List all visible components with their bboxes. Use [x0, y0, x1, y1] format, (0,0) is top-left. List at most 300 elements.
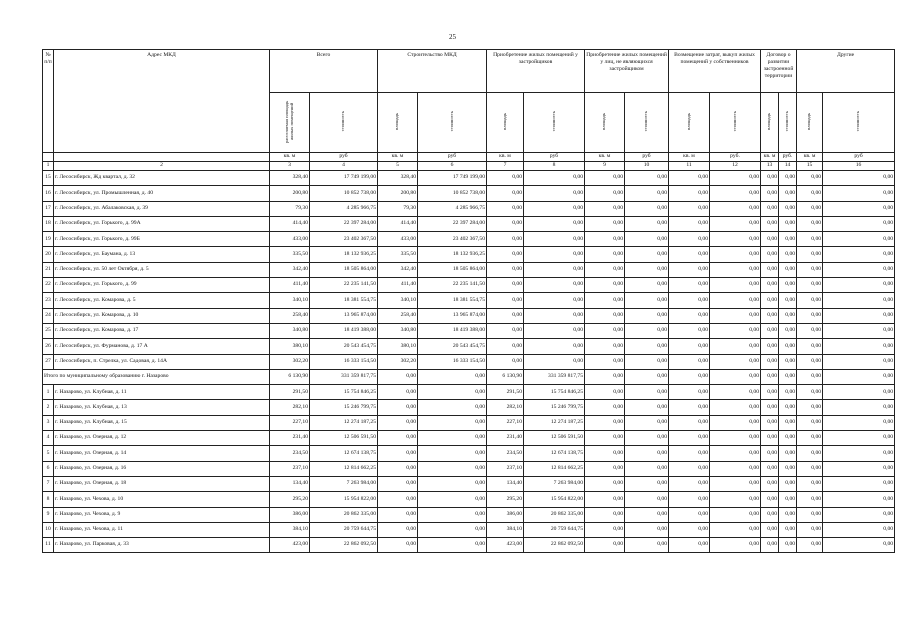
subtotal-value: 0,00 [761, 369, 779, 384]
row-value: 0,00 [797, 201, 823, 216]
header-sub-cell [823, 93, 895, 153]
header-col-number: 9 [585, 162, 625, 171]
row-value: 20 543 454,75 [418, 339, 487, 354]
row-value: 0,00 [710, 400, 761, 415]
row-number: 5 [43, 446, 54, 461]
row-value: 0,00 [779, 308, 797, 323]
row-value: 0,00 [710, 339, 761, 354]
row-value: 0,00 [797, 522, 823, 537]
header-sub-label: стоимость [731, 111, 737, 132]
row-value: 16 333 154,50 [418, 354, 487, 369]
row-value: 0,00 [710, 201, 761, 216]
row-value: 22 235 141,50 [310, 278, 378, 293]
row-value: 0,00 [761, 171, 779, 186]
row-value: 134,40 [270, 476, 310, 491]
row-value: 0,00 [524, 186, 585, 201]
header-unit: руб [823, 153, 895, 162]
row-value: 0,00 [823, 247, 895, 262]
row-value: 0,00 [524, 354, 585, 369]
row-value: 0,00 [710, 507, 761, 522]
row-address: г. Лесосибирск, ул. 50 лет Октября, д. 5 [54, 262, 270, 277]
row-value: 0,00 [669, 323, 710, 338]
row-value: 0,00 [779, 354, 797, 369]
units-blank-2 [54, 153, 270, 162]
row-value: 0,00 [761, 262, 779, 277]
row-value: 15 754 846,25 [524, 385, 585, 400]
row-value: 0,00 [797, 476, 823, 491]
table-row [43, 476, 895, 491]
row-value: 0,00 [669, 201, 710, 216]
row-address: г. Лесосибирск, п. Стрелка, ул. Садовая, д. 14А [54, 354, 270, 369]
row-value: 282,10 [270, 400, 310, 415]
row-value: 0,00 [524, 216, 585, 231]
row-value: 0,00 [625, 247, 669, 262]
row-value: 0,00 [585, 216, 625, 231]
row-value: 18 381 554,75 [310, 293, 378, 308]
row-value: 0,00 [669, 446, 710, 461]
row-value: 0,00 [625, 400, 669, 415]
row-value: 0,00 [761, 354, 779, 369]
row-value: 23 402 367,50 [310, 232, 378, 247]
row-value: 0,00 [669, 354, 710, 369]
row-value: 227,10 [270, 415, 310, 430]
header-sub-label: стоимость [855, 111, 861, 132]
row-value: 20 543 454,75 [310, 339, 378, 354]
row-value: 18 132 936,25 [418, 247, 487, 262]
row-value: 0,00 [710, 446, 761, 461]
row-address: г. Назарово, ул. Чехова, д. 11 [54, 522, 270, 537]
table-body [43, 171, 895, 553]
row-number: 18 [43, 216, 54, 231]
row-value: 15 246 799,75 [524, 400, 585, 415]
row-value: 79,30 [378, 201, 418, 216]
row-value: 22 397 284,00 [310, 216, 378, 231]
subtotal-value: 0,00 [625, 369, 669, 384]
table-row [43, 308, 895, 323]
row-value: 0,00 [797, 400, 823, 415]
subtotal-value: 0,00 [710, 369, 761, 384]
header-unit: кв. м [585, 153, 625, 162]
row-value: 0,00 [487, 262, 524, 277]
row-value: 0,00 [625, 538, 669, 553]
row-value: 0,00 [797, 538, 823, 553]
row-number: 9 [43, 507, 54, 522]
row-value: 0,00 [779, 232, 797, 247]
row-value: 423,00 [487, 538, 524, 553]
row-value: 0,00 [779, 400, 797, 415]
row-value: 0,00 [669, 461, 710, 476]
header-sub-cell [270, 93, 310, 153]
row-value: 18 505 864,00 [310, 262, 378, 277]
table-row [43, 431, 895, 446]
row-value: 0,00 [823, 415, 895, 430]
subtotal-value: 0,00 [823, 369, 895, 384]
table-row [43, 461, 895, 476]
row-address: г. Лесосибирск, ул. Промышленная, д. 40 [54, 186, 270, 201]
row-number: 11 [43, 538, 54, 553]
row-value: 0,00 [797, 339, 823, 354]
row-value: 200,80 [270, 186, 310, 201]
row-value: 0,00 [779, 538, 797, 553]
row-value: 0,00 [585, 476, 625, 491]
row-address: г. Лесосибирск, ул. Комарова, д. 17 [54, 323, 270, 338]
row-value: 0,00 [710, 262, 761, 277]
row-value: 0,00 [797, 186, 823, 201]
row-value: 0,00 [669, 492, 710, 507]
row-value: 0,00 [761, 522, 779, 537]
row-value: 0,00 [524, 339, 585, 354]
header-unit: кв. м [797, 153, 823, 162]
row-value: 0,00 [669, 339, 710, 354]
row-value: 0,00 [710, 186, 761, 201]
row-number: 1 [43, 385, 54, 400]
subtotal-value: 6 130,90 [487, 369, 524, 384]
row-value: 411,40 [378, 278, 418, 293]
row-value: 15 954 822,00 [310, 492, 378, 507]
row-value: 0,00 [779, 431, 797, 446]
row-address: г. Назарово, ул. Озерная, д. 14 [54, 446, 270, 461]
row-value: 0,00 [625, 431, 669, 446]
header-col-number: 15 [797, 162, 823, 171]
row-value: 0,00 [418, 415, 487, 430]
row-value: 0,00 [418, 476, 487, 491]
row-value: 0,00 [797, 262, 823, 277]
row-value: 0,00 [625, 492, 669, 507]
row-value: 20 759 644,75 [524, 522, 585, 537]
row-value: 0,00 [797, 461, 823, 476]
row-value: 0,00 [585, 400, 625, 415]
row-value: 0,00 [585, 415, 625, 430]
row-value: 79,30 [270, 201, 310, 216]
subtotal-value: 0,00 [418, 369, 487, 384]
row-value: 0,00 [487, 354, 524, 369]
header-unit: руб. [779, 153, 797, 162]
row-value: 0,00 [378, 476, 418, 491]
row-value: 0,00 [823, 262, 895, 277]
row-value: 0,00 [585, 186, 625, 201]
row-value: 0,00 [669, 186, 710, 201]
header-unit: кв. м [761, 153, 779, 162]
row-value: 0,00 [625, 507, 669, 522]
row-value: 342,40 [270, 262, 310, 277]
row-value: 0,00 [378, 507, 418, 522]
table-row [43, 400, 895, 415]
row-value: 0,00 [524, 293, 585, 308]
row-value: 0,00 [418, 446, 487, 461]
row-value: 0,00 [797, 278, 823, 293]
row-value: 328,40 [270, 171, 310, 186]
header-sub-label: стоимость [784, 111, 790, 132]
subtotal-label: Итого по муниципальному образованию г. Назарово [43, 369, 270, 384]
row-value: 0,00 [487, 216, 524, 231]
row-value: 0,00 [585, 507, 625, 522]
row-value: 414,40 [378, 216, 418, 231]
row-value: 0,00 [625, 446, 669, 461]
row-number: 22 [43, 278, 54, 293]
row-value: 0,00 [378, 385, 418, 400]
row-value: 340,10 [378, 293, 418, 308]
row-value: 0,00 [710, 293, 761, 308]
row-value: 12 506 591,50 [524, 431, 585, 446]
row-value: 0,00 [797, 385, 823, 400]
row-value: 22 397 284,00 [418, 216, 487, 231]
row-value: 20 759 644,75 [310, 522, 378, 537]
row-value: 0,00 [625, 354, 669, 369]
header-col-number: 11 [669, 162, 710, 171]
subtotal-value: 0,00 [585, 369, 625, 384]
row-value: 0,00 [797, 247, 823, 262]
page-number: 25 [449, 33, 456, 41]
row-address: г. Назарово, ул. Парковая, д. 33 [54, 538, 270, 553]
row-value: 0,00 [585, 446, 625, 461]
row-value: 0,00 [585, 232, 625, 247]
row-value: 17 749 199,00 [418, 171, 487, 186]
row-value: 17 749 199,00 [310, 171, 378, 186]
row-value: 0,00 [823, 293, 895, 308]
row-value: 0,00 [779, 293, 797, 308]
row-value: 0,00 [761, 216, 779, 231]
row-value: 0,00 [761, 400, 779, 415]
header-unit: кв. м [487, 153, 524, 162]
row-value: 4 285 966,75 [418, 201, 487, 216]
row-value: 0,00 [669, 476, 710, 491]
row-value: 0,00 [761, 232, 779, 247]
row-number: 23 [43, 293, 54, 308]
row-address: г. Назарово, ул. Чехова, д. 9 [54, 507, 270, 522]
row-value: 0,00 [487, 308, 524, 323]
row-value: 414,40 [270, 216, 310, 231]
row-value: 0,00 [779, 171, 797, 186]
row-address: г. Лесосибирск, ул. Абалаковская, д. 39 [54, 201, 270, 216]
row-number: 16 [43, 186, 54, 201]
header-sub-label: стоимость [448, 111, 454, 132]
row-value: 0,00 [710, 278, 761, 293]
row-number: 4 [43, 431, 54, 446]
row-number: 25 [43, 323, 54, 338]
row-value: 0,00 [797, 308, 823, 323]
header-sub-cell [779, 93, 797, 153]
row-value: 0,00 [625, 216, 669, 231]
row-value: 237,10 [487, 461, 524, 476]
header-unit: кв. м [669, 153, 710, 162]
row-value: 0,00 [669, 262, 710, 277]
row-value: 0,00 [779, 415, 797, 430]
row-value: 411,40 [270, 278, 310, 293]
row-value: 12 506 591,50 [310, 431, 378, 446]
header-sub-cell [625, 93, 669, 153]
row-value: 12 814 662,25 [310, 461, 378, 476]
row-value: 18 132 936,25 [310, 247, 378, 262]
housing-table [42, 49, 895, 553]
row-number: 6 [43, 461, 54, 476]
row-address: г. Лесосибирск, ул. Комарова, д. 10 [54, 308, 270, 323]
row-value: 0,00 [823, 492, 895, 507]
header-col-number: 10 [625, 162, 669, 171]
row-value: 0,00 [669, 171, 710, 186]
header-col-number: 6 [418, 162, 487, 171]
row-value: 0,00 [823, 216, 895, 231]
header-unit: руб [418, 153, 487, 162]
row-value: 0,00 [823, 339, 895, 354]
subtotal-value: 331 359 817,75 [524, 369, 585, 384]
row-value: 0,00 [585, 431, 625, 446]
row-value: 0,00 [669, 431, 710, 446]
header-sub-label: стоимость [643, 111, 649, 132]
row-number: 3 [43, 415, 54, 430]
row-value: 18 505 864,00 [418, 262, 487, 277]
row-value: 0,00 [823, 354, 895, 369]
row-value: 0,00 [625, 323, 669, 338]
row-value: 0,00 [669, 247, 710, 262]
units-blank-1 [43, 153, 54, 162]
table-row [43, 354, 895, 369]
row-value: 0,00 [761, 507, 779, 522]
row-value: 328,40 [378, 171, 418, 186]
row-value: 0,00 [625, 262, 669, 277]
row-value: 0,00 [761, 186, 779, 201]
header-row-col-numbers [43, 162, 895, 171]
row-value: 0,00 [779, 492, 797, 507]
row-value: 234,50 [487, 446, 524, 461]
row-value: 0,00 [761, 339, 779, 354]
row-value: 258,40 [270, 308, 310, 323]
row-value: 0,00 [761, 308, 779, 323]
subtotal-row [43, 369, 895, 384]
row-address: г. Назарово, ул. Озерная, д. 16 [54, 461, 270, 476]
row-value: 0,00 [823, 323, 895, 338]
row-value: 234,50 [270, 446, 310, 461]
header-sub-label: стоимость [550, 111, 556, 132]
row-value: 0,00 [625, 308, 669, 323]
row-value: 12 674 138,75 [524, 446, 585, 461]
row-value: 0,00 [378, 492, 418, 507]
row-value: 0,00 [779, 262, 797, 277]
table-row [43, 385, 895, 400]
row-value: 0,00 [378, 415, 418, 430]
row-value: 0,00 [797, 431, 823, 446]
row-value: 0,00 [710, 415, 761, 430]
table-row [43, 171, 895, 186]
row-value: 0,00 [625, 201, 669, 216]
table-row [43, 247, 895, 262]
row-value: 258,40 [378, 308, 418, 323]
subtotal-value: 6 130,90 [270, 369, 310, 384]
row-value: 0,00 [625, 385, 669, 400]
row-value: 0,00 [779, 446, 797, 461]
row-value: 0,00 [823, 201, 895, 216]
row-value: 433,00 [270, 232, 310, 247]
row-value: 0,00 [797, 171, 823, 186]
header-group-territory: Договор о развитии застроенной территории [761, 50, 797, 93]
row-number: 19 [43, 232, 54, 247]
row-value: 10 852 738,00 [310, 186, 378, 201]
row-value: 423,00 [270, 538, 310, 553]
header-col-number: 7 [487, 162, 524, 171]
row-value: 0,00 [710, 354, 761, 369]
row-address: г. Лесосибирск, ул. Горького, д. 99 [54, 278, 270, 293]
row-value: 0,00 [524, 232, 585, 247]
table-row [43, 201, 895, 216]
row-value: 0,00 [710, 308, 761, 323]
header-col-number: 12 [710, 162, 761, 171]
row-number: 7 [43, 476, 54, 491]
header-sub-label: площадь [806, 112, 812, 130]
row-value: 0,00 [669, 216, 710, 231]
subtotal-value: 331 359 817,75 [310, 369, 378, 384]
header-unit: руб [524, 153, 585, 162]
row-value: 0,00 [710, 522, 761, 537]
header-group-developer: Приобретение жилых помещений у застройщиков [487, 50, 585, 93]
header-sub-cell [524, 93, 585, 153]
row-value: 0,00 [761, 293, 779, 308]
row-value: 0,00 [779, 522, 797, 537]
row-value: 0,00 [823, 446, 895, 461]
row-value: 18 419 388,00 [310, 323, 378, 338]
row-number: 17 [43, 201, 54, 216]
header-sub-cell [418, 93, 487, 153]
row-value: 12 274 187,25 [310, 415, 378, 430]
row-value: 0,00 [823, 186, 895, 201]
header-col-number: 5 [378, 162, 418, 171]
row-value: 0,00 [585, 461, 625, 476]
table-row [43, 538, 895, 553]
row-value: 384,10 [487, 522, 524, 537]
row-value: 0,00 [418, 400, 487, 415]
table-row [43, 339, 895, 354]
table-row [43, 446, 895, 461]
row-value: 0,00 [625, 232, 669, 247]
row-value: 0,00 [710, 385, 761, 400]
row-value: 0,00 [779, 278, 797, 293]
row-value: 342,40 [378, 262, 418, 277]
row-value: 0,00 [797, 293, 823, 308]
header-sub-label: расселяемая площадь жилых помещений [283, 100, 294, 143]
row-value: 22 235 141,50 [418, 278, 487, 293]
row-value: 0,00 [625, 415, 669, 430]
header-group-construction: Строительство МКД [378, 50, 487, 93]
header-col-number: 13 [761, 162, 779, 171]
row-value: 0,00 [487, 278, 524, 293]
row-value: 0,00 [418, 522, 487, 537]
row-value: 335,50 [378, 247, 418, 262]
row-address: г. Лесосибирск, Жд квартал, д. 32 [54, 171, 270, 186]
row-value: 0,00 [761, 431, 779, 446]
row-value: 0,00 [779, 461, 797, 476]
header-sub-cell [797, 93, 823, 153]
row-value: 0,00 [761, 385, 779, 400]
row-value: 0,00 [823, 385, 895, 400]
row-value: 291,50 [270, 385, 310, 400]
row-value: 0,00 [524, 247, 585, 262]
row-value: 12 274 187,25 [524, 415, 585, 430]
table-row [43, 293, 895, 308]
row-value: 0,00 [487, 293, 524, 308]
header-col-number: 8 [524, 162, 585, 171]
row-value: 0,00 [779, 216, 797, 231]
row-value: 302,20 [270, 354, 310, 369]
row-value: 0,00 [378, 522, 418, 537]
row-value: 0,00 [710, 538, 761, 553]
row-value: 295,20 [487, 492, 524, 507]
header-col-number: 14 [779, 162, 797, 171]
row-value: 0,00 [779, 201, 797, 216]
row-value: 0,00 [797, 507, 823, 522]
row-value: 0,00 [524, 262, 585, 277]
row-value: 0,00 [710, 232, 761, 247]
row-value: 0,00 [779, 507, 797, 522]
row-value: 12 674 138,75 [310, 446, 378, 461]
row-value: 0,00 [797, 354, 823, 369]
